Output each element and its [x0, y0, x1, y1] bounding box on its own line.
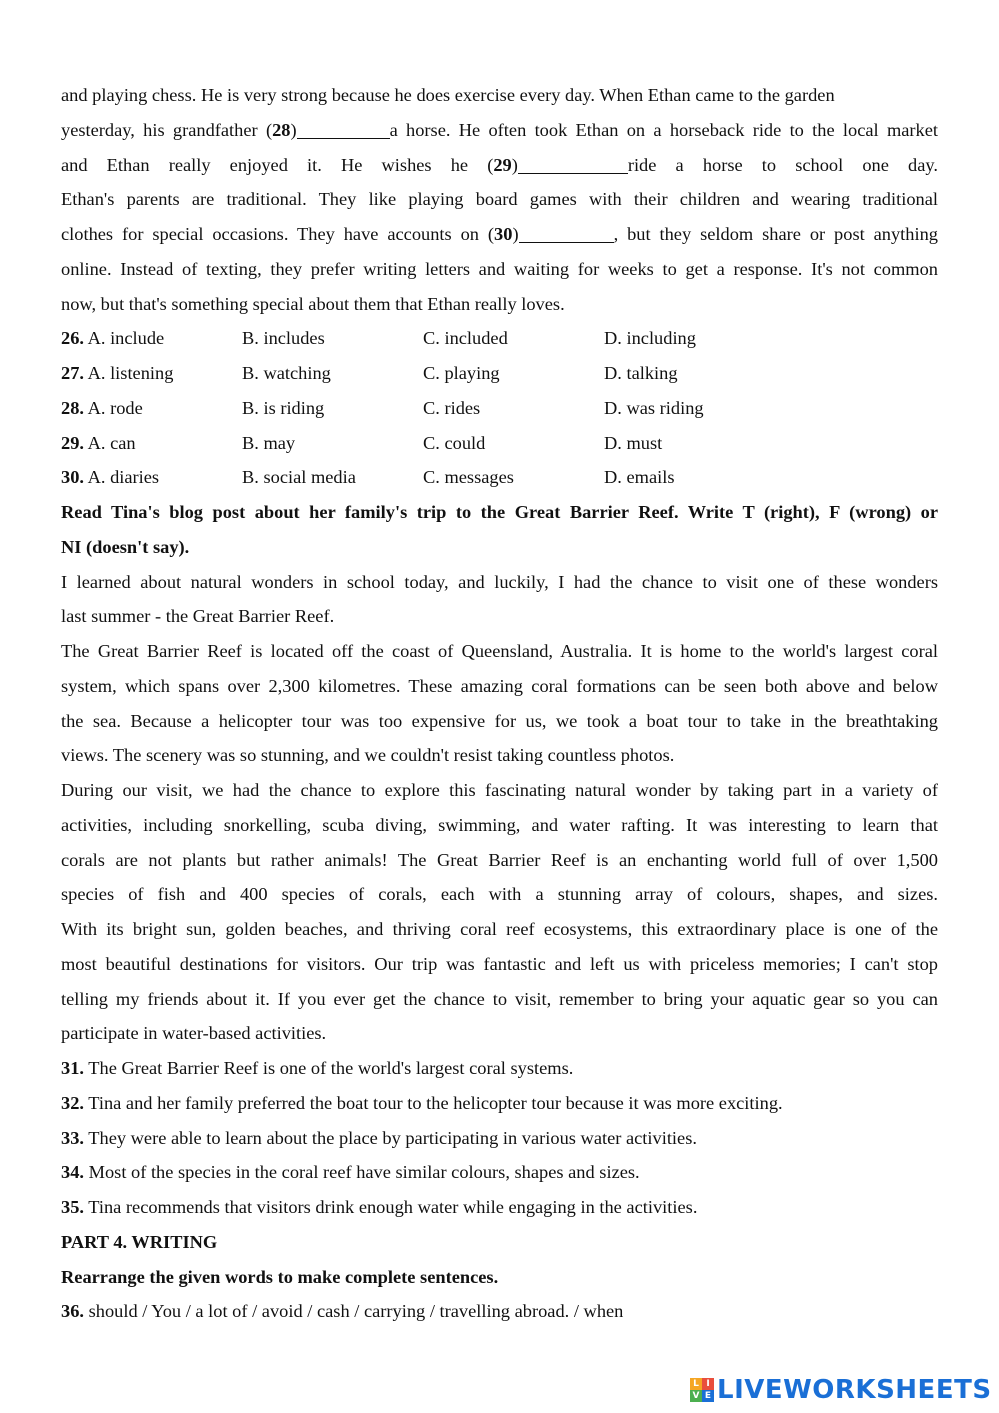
passage-line-5 — [61, 217, 938, 252]
option-d[interactable]: D. was riding — [604, 397, 704, 418]
blog-p2-line-1: The Great Barrier Reef is located off the coast of Queensland, Australia. It is home to the world's largest coral — [61, 641, 938, 661]
option-a[interactable]: 26. A. include — [61, 328, 165, 349]
passage-line-3 — [61, 148, 938, 183]
passage-text: ) — [512, 224, 519, 244]
passage-line-7: now, but that's something special about them that Ethan really loves. — [61, 293, 565, 314]
question-36: 36. should / You / a lot of / avoid / cash / carrying / travelling abroad. / when — [61, 1301, 624, 1322]
question-number-30: 30 — [494, 224, 513, 244]
passage-line-2 — [61, 113, 938, 148]
blog-p3-line-1: During our visit, we had the chance to explore this fascinating natural wonder by taking part in a variety of — [61, 780, 938, 800]
option-a[interactable]: 27. A. listening — [61, 363, 174, 383]
option-b[interactable]: B. social media — [242, 467, 356, 488]
blog-p3-line-2: activities, including snorkelling, scuba diving, swimming, and water rafting. It was interesting to learn that — [61, 814, 938, 835]
passage-text: ride a horse to school one day. — [627, 154, 938, 175]
options-row-27 — [61, 356, 938, 391]
blog-p3-line-3: corals are not plants but rather animals! The Great Barrier Reef is an enchanting world full of over 1,500 — [61, 849, 938, 870]
answer-blank-28[interactable] — [297, 119, 390, 138]
blog-p2-line-4: views. The scenery was so stunning, and we couldn't resist taking countless photos. — [61, 745, 675, 766]
liveworksheets-logo-icon: L I V E — [690, 1378, 714, 1402]
passage-line-4: Ethan's parents are traditional. They like playing board games with their children and wearing traditional — [61, 189, 938, 210]
option-b[interactable]: B. includes — [242, 328, 325, 349]
blog-p2-line-3: the sea. Because a helicopter tour was too expensive for us, we took a boat tour to take in the breathtaking — [61, 710, 938, 731]
option-a[interactable]: 28. A. rode — [61, 397, 143, 418]
liveworksheets-logo — [690, 1374, 992, 1406]
option-a[interactable]: 30. A. diaries — [61, 467, 160, 488]
liveworksheets-logo-text: LIVEWORKSHEETS — [717, 1375, 992, 1405]
blog-p3-line-6: most beautiful destinations for visitors. Our trip was fantastic and left us with priceless memories; I can't stop — [61, 953, 938, 974]
passage-line-6: online. Instead of texting, they prefer writing letters and waiting for weeks to get a response. It's not common — [61, 258, 938, 279]
worksheet-page — [61, 78, 938, 1329]
option-d[interactable]: D. including — [604, 328, 696, 349]
question-number-29: 29 — [493, 154, 512, 175]
part4-heading: PART 4. WRITING — [61, 1231, 218, 1252]
option-c[interactable]: C. could — [423, 432, 486, 453]
blog-p1-line-2: last summer - the Great Barrier Reef. — [61, 606, 335, 627]
question-number-28: 28 — [272, 119, 291, 140]
passage-text: yesterday, his grandfather ( — [61, 119, 273, 140]
option-b[interactable]: B. may — [242, 432, 296, 453]
option-a[interactable]: 29. A. can — [61, 432, 136, 453]
option-b[interactable]: B. is riding — [242, 397, 325, 418]
statement-33: 33. They were able to learn about the place by participating in various water activities. — [61, 1127, 697, 1148]
passage-line-1: and playing chess. He is very strong because he does exercise every day. When Ethan came to the garden — [61, 85, 835, 105]
passage-text: , but they seldom share or post anything — [613, 224, 938, 244]
options-row-28 — [61, 391, 938, 426]
passage-text: and Ethan really enjoyed it. He wishes he ( — [61, 154, 494, 175]
passage-text: clothes for special occasions. They have accounts on ( — [61, 224, 495, 244]
blog-p3-line-4: species of fish and 400 species of corals, each with a stunning array of colours, shapes, and sizes. — [61, 884, 938, 905]
blog-p3-line-7: telling my friends about it. If you ever get the chance to visit, remember to bring your aquatic gear so you can — [61, 988, 938, 1009]
answer-blank-29[interactable] — [518, 154, 628, 173]
passage-text: ) — [290, 119, 297, 140]
option-d[interactable]: D. talking — [604, 363, 678, 383]
option-d[interactable]: D. must — [604, 432, 663, 453]
part4-instruction: Rearrange the given words to make complete sentences. — [61, 1266, 499, 1287]
options-row-26 — [61, 321, 938, 356]
passage-text: ) — [511, 154, 518, 175]
blog-p3-line-5: With its bright sun, golden beaches, and thriving coral reef ecosystems, this extraordinary place is one of the — [61, 919, 938, 939]
passage-text: a horse. He often took Ethan on a horseback ride to the local market — [389, 119, 938, 140]
statement-32: 32. Tina and her family preferred the boat tour to the helicopter tour because it was more exciting. — [61, 1092, 783, 1113]
statement-34: 34. Most of the species in the coral reef have similar colours, shapes and sizes. — [61, 1162, 640, 1183]
answer-blank-30[interactable] — [519, 224, 614, 243]
blog-p2-line-2: system, which spans over 2,300 kilometres. These amazing coral formations can be seen both above and below — [61, 675, 938, 696]
option-c[interactable]: C. included — [423, 328, 508, 349]
option-b[interactable]: B. watching — [242, 363, 331, 383]
blog-p3-line-8: participate in water-based activities. — [61, 1023, 327, 1044]
section-instruction-line-1: Read Tina's blog post about her family's trip to the Great Barrier Reef. Write T (right), F (wrong) or — [61, 502, 938, 522]
options-row-30 — [61, 460, 938, 495]
options-row-29 — [61, 426, 938, 461]
section-instruction-line-2: NI (doesn't say). — [61, 536, 190, 557]
statement-31: 31. The Great Barrier Reef is one of the world's largest coral systems. — [61, 1058, 574, 1078]
statement-35: 35. Tina recommends that visitors drink enough water while engaging in the activities. — [61, 1197, 698, 1217]
option-c[interactable]: C. messages — [423, 467, 514, 488]
option-c[interactable]: C. playing — [423, 363, 500, 383]
option-d[interactable]: D. emails — [604, 467, 675, 488]
option-c[interactable]: C. rides — [423, 397, 481, 418]
blog-p1-line-1: I learned about natural wonders in school today, and luckily, I had the chance to visit one of these wonders — [61, 571, 938, 592]
